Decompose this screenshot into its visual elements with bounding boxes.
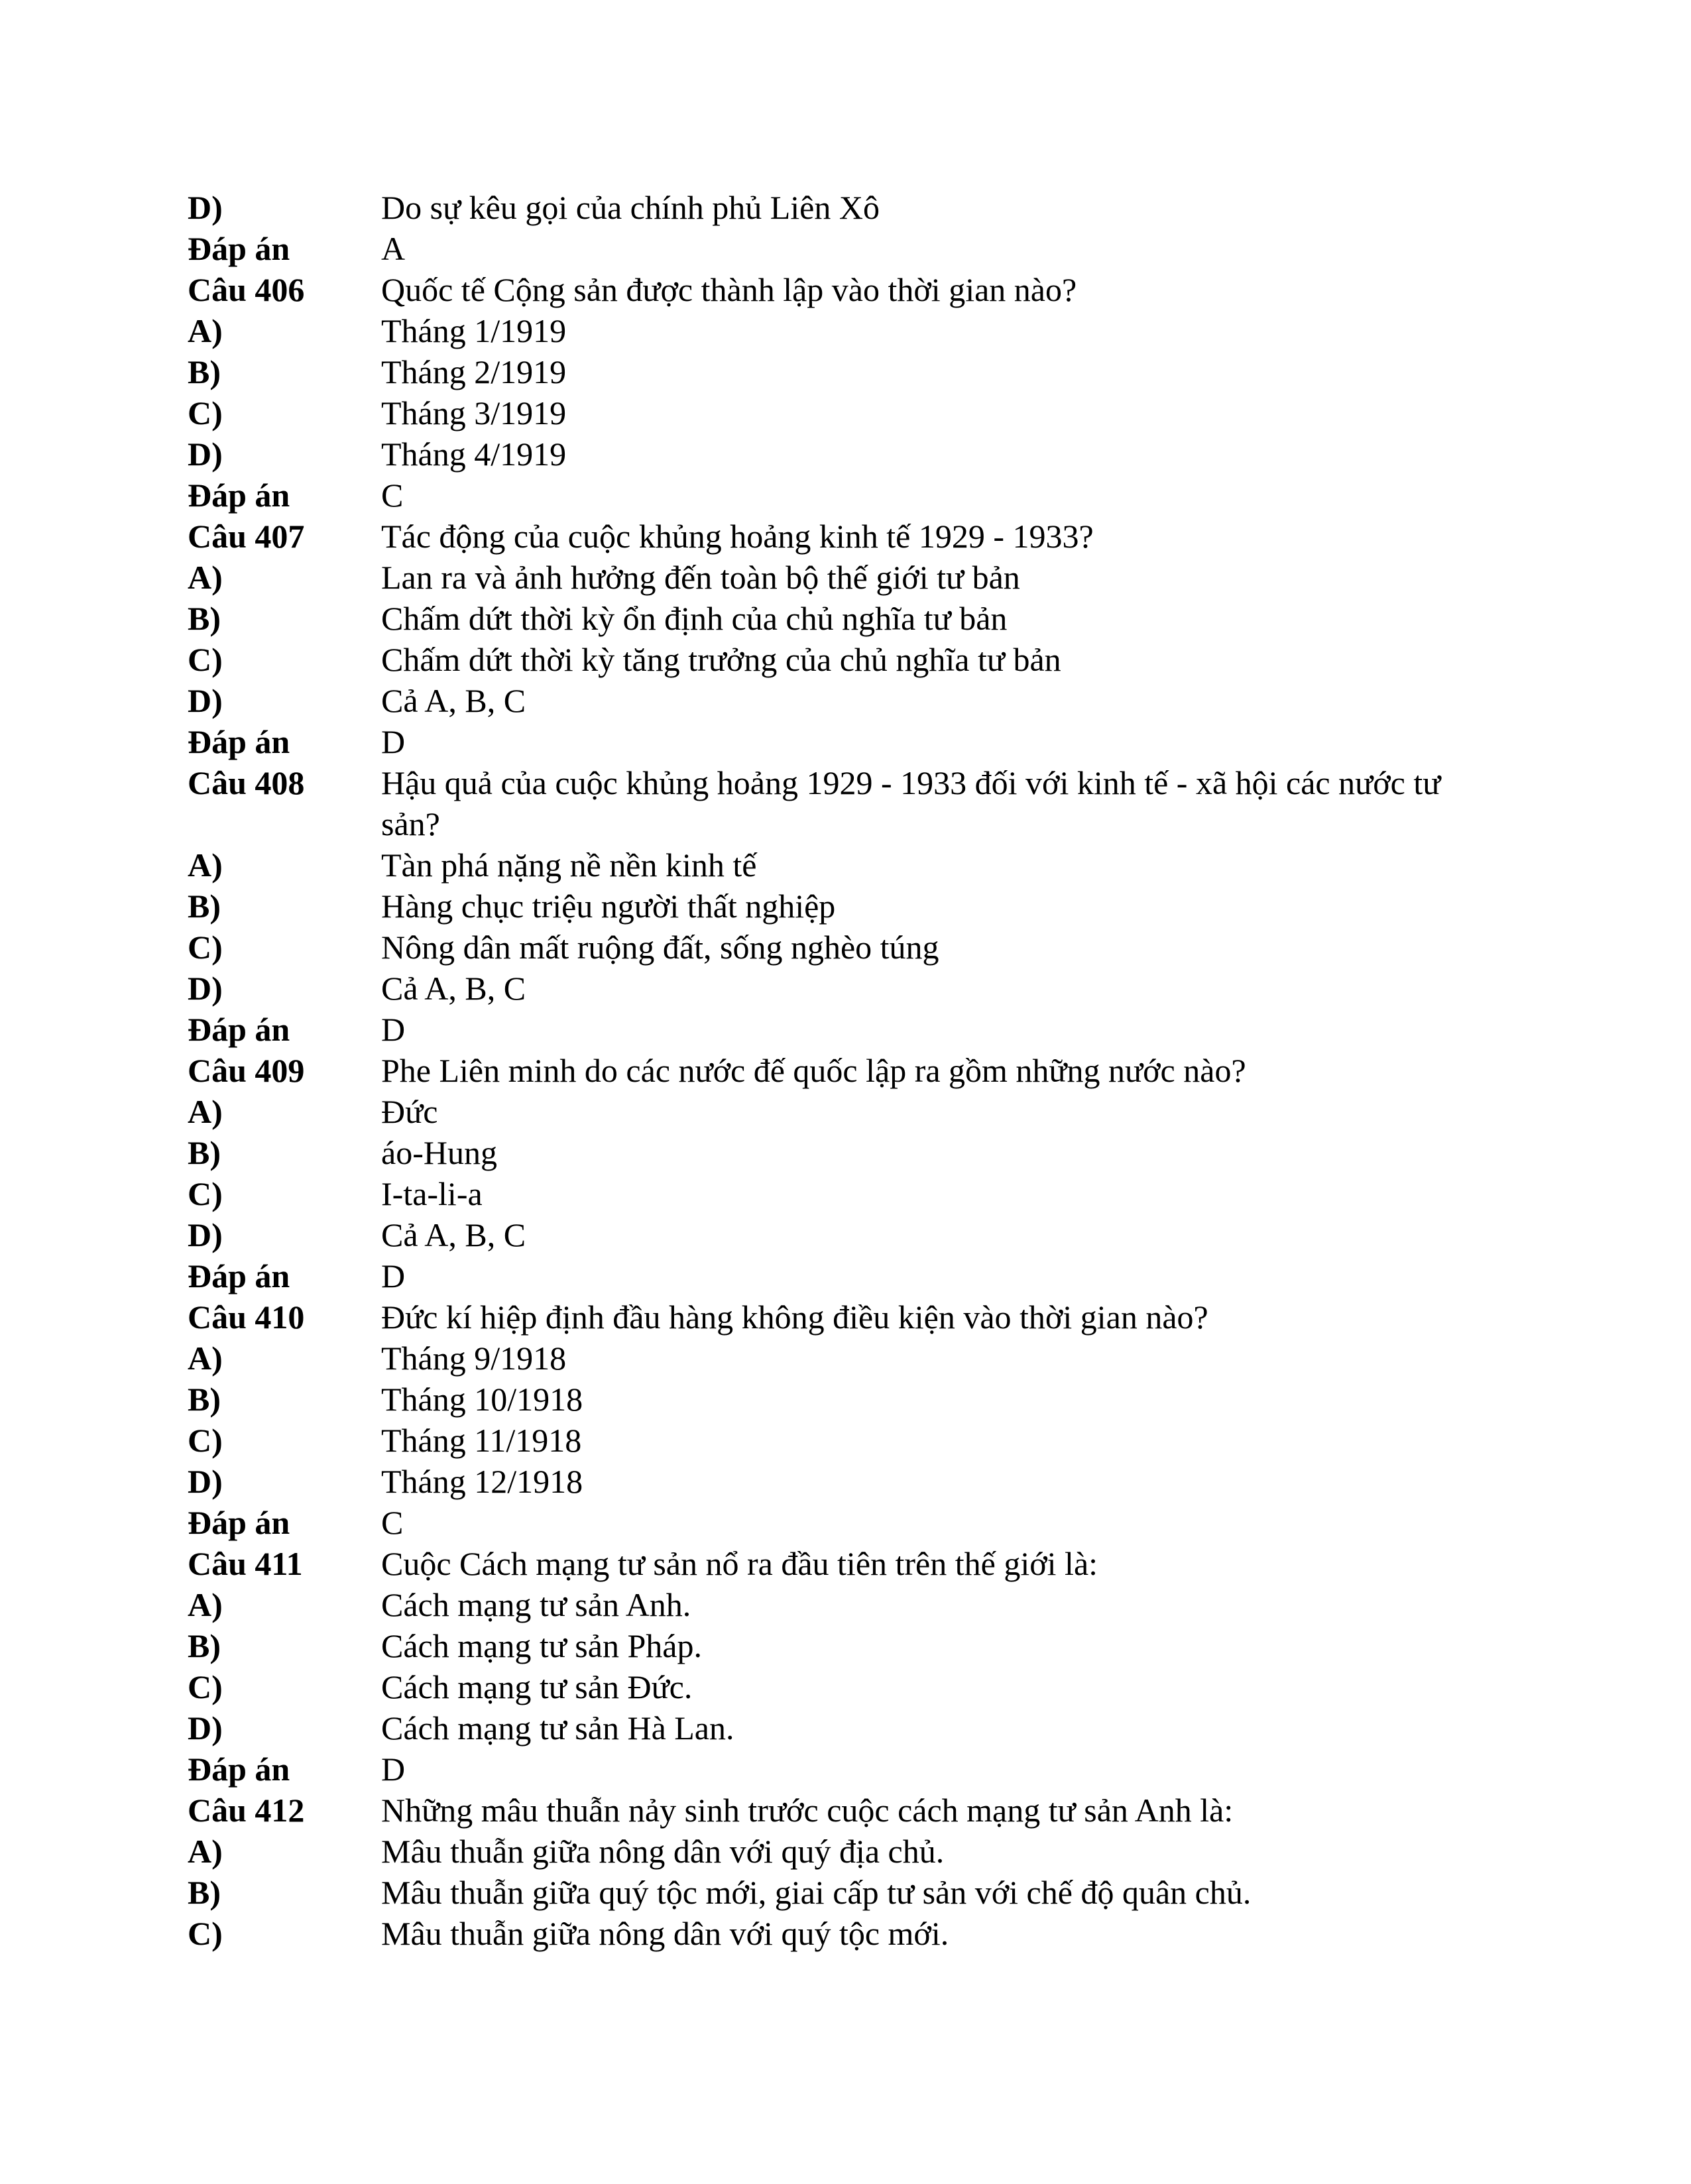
option-row (188, 1173, 1487, 1214)
row-label: Câu 409 (188, 1052, 305, 1089)
option-row (188, 433, 1487, 475)
option-row (188, 1625, 1487, 1666)
row-label: A) (188, 1093, 223, 1130)
row-text: Mâu thuẫn giữa quý tộc mới, giai cấp tư sản với chế độ quân chủ. (381, 1874, 1252, 1911)
row-text: Phe Liên minh do các nước đế quốc lập ra gồm những nước nào? (381, 1052, 1246, 1089)
option-row (188, 1132, 1487, 1173)
row-text: A (381, 230, 406, 267)
row-text: Cả A, B, C (381, 682, 526, 719)
option-row (188, 927, 1487, 968)
row-text: Chấm dứt thời kỳ tăng trưởng của chủ nghĩa tư bản (381, 641, 1061, 678)
row-label: C) (188, 1175, 223, 1212)
question-row (188, 1790, 1487, 1831)
option-row (188, 968, 1487, 1009)
row-label: D) (188, 970, 223, 1007)
option-row (188, 392, 1487, 433)
row-text: D (381, 1257, 406, 1294)
row-label: D) (188, 682, 223, 719)
row-label: B) (188, 1381, 221, 1418)
option-row (188, 1214, 1487, 1255)
row-label: Câu 407 (188, 518, 305, 555)
row-text: Tháng 11/1918 (381, 1422, 582, 1459)
row-text: Tháng 4/1919 (381, 435, 567, 473)
option-row (188, 1913, 1487, 1954)
row-text: Nông dân mất ruộng đất, sống nghèo túng (381, 929, 939, 966)
row-label: D) (188, 189, 223, 226)
row-text: Do sự kêu gọi của chính phủ Liên Xô (381, 189, 880, 226)
row-text: Đức kí hiệp định đầu hàng không điều kiện vào thời gian nào? (381, 1298, 1208, 1336)
row-label: Câu 410 (188, 1298, 305, 1336)
row-text: Những mâu thuẫn nảy sinh trước cuộc cách mạng tư sản Anh là: (381, 1792, 1234, 1829)
row-label: C) (188, 1422, 223, 1459)
row-label: A) (188, 312, 223, 349)
row-label: Đáp án (188, 230, 290, 267)
answer-row (188, 1502, 1487, 1543)
row-label: D) (188, 1463, 223, 1500)
row-text: Tháng 3/1919 (381, 394, 567, 431)
row-text: Cách mạng tư sản Pháp. (381, 1627, 702, 1664)
row-text: I-ta-li-a (381, 1175, 483, 1212)
row-text: C (381, 1504, 404, 1541)
answer-row (188, 1009, 1487, 1050)
row-label: Câu 411 (188, 1545, 303, 1582)
row-label: C) (188, 929, 223, 966)
row-label: D) (188, 1709, 223, 1747)
option-row (188, 1420, 1487, 1461)
option-row (188, 1666, 1487, 1707)
row-label: B) (188, 888, 221, 925)
row-text: Quốc tế Cộng sản được thành lập vào thời gian nào? (381, 271, 1077, 308)
row-label: C) (188, 1668, 223, 1705)
option-row (188, 1872, 1487, 1913)
row-label: D) (188, 435, 223, 473)
option-row (188, 639, 1487, 680)
row-label: Câu 412 (188, 1792, 305, 1829)
row-label: Câu 408 (188, 764, 305, 801)
row-text: Tháng 1/1919 (381, 312, 567, 349)
option-row (188, 1461, 1487, 1502)
row-label: Đáp án (188, 1751, 290, 1788)
question-row (188, 1296, 1487, 1338)
row-label: Đáp án (188, 1011, 290, 1048)
row-text: Cuộc Cách mạng tư sản nổ ra đầu tiên trên thế giới là: (381, 1545, 1098, 1582)
answer-row (188, 721, 1487, 762)
row-text: D (381, 1011, 406, 1048)
row-text: Tác động của cuộc khủng hoảng kinh tế 1929 - 1933? (381, 518, 1094, 555)
row-label: B) (188, 1134, 221, 1171)
answer-row (188, 228, 1487, 269)
question-row (188, 762, 1487, 844)
row-text: D (381, 1751, 406, 1788)
option-row (188, 1338, 1487, 1379)
row-text: D (381, 723, 406, 760)
row-label: A) (188, 1586, 223, 1623)
row-text: Cách mạng tư sản Đức. (381, 1668, 693, 1705)
row-text: Cách mạng tư sản Anh. (381, 1586, 691, 1623)
row-text: Tháng 2/1919 (381, 353, 567, 390)
row-label: B) (188, 1627, 221, 1664)
option-row (188, 351, 1487, 392)
row-label: B) (188, 1874, 221, 1911)
question-row (188, 516, 1487, 557)
row-text: Hậu quả của cuộc khủng hoảng 1929 - 1933 đối với kinh tế - xã hội các nước tư sản? (381, 764, 1441, 842)
option-row (188, 187, 1487, 228)
row-text: Đức (381, 1093, 438, 1130)
row-label: C) (188, 641, 223, 678)
answer-row (188, 475, 1487, 516)
row-text: Cả A, B, C (381, 970, 526, 1007)
option-row (188, 310, 1487, 351)
row-label: D) (188, 1216, 223, 1253)
option-row (188, 1707, 1487, 1749)
row-label: Câu 406 (188, 271, 305, 308)
row-label: B) (188, 353, 221, 390)
row-label: B) (188, 600, 221, 637)
row-text: Cách mạng tư sản Hà Lan. (381, 1709, 734, 1747)
row-text: áo-Hung (381, 1134, 497, 1171)
option-row (188, 844, 1487, 886)
row-text: Lan ra và ảnh hưởng đến toàn bộ thế giới tư bản (381, 559, 1020, 596)
row-label: Đáp án (188, 723, 290, 760)
row-text: Cả A, B, C (381, 1216, 526, 1253)
row-label: A) (188, 1340, 223, 1377)
row-text: Mâu thuẫn giữa nông dân với quý địa chủ. (381, 1833, 945, 1870)
row-label: Đáp án (188, 1257, 290, 1294)
answer-row (188, 1255, 1487, 1296)
option-row (188, 680, 1487, 721)
row-label: Đáp án (188, 1504, 290, 1541)
row-text: Hàng chục triệu người thất nghiệp (381, 888, 836, 925)
answer-row (188, 1749, 1487, 1790)
row-text: Chấm dứt thời kỳ ổn định của chủ nghĩa tư bản (381, 600, 1008, 637)
row-label: A) (188, 1833, 223, 1870)
row-label: A) (188, 559, 223, 596)
question-row (188, 269, 1487, 310)
option-row (188, 1831, 1487, 1872)
row-label: C) (188, 394, 223, 431)
option-row (188, 598, 1487, 639)
row-text: Mâu thuẫn giữa nông dân với quý tộc mới. (381, 1915, 949, 1952)
row-label: Đáp án (188, 477, 290, 514)
row-label: C) (188, 1915, 223, 1952)
question-row (188, 1543, 1487, 1584)
row-text: Tháng 12/1918 (381, 1463, 583, 1500)
row-text: Tàn phá nặng nề nền kinh tế (381, 846, 757, 884)
option-row (188, 1379, 1487, 1420)
option-row (188, 557, 1487, 598)
row-text: C (381, 477, 404, 514)
option-row (188, 1584, 1487, 1625)
row-label: A) (188, 846, 223, 884)
option-row (188, 1091, 1487, 1132)
row-text: Tháng 10/1918 (381, 1381, 583, 1418)
question-document (188, 187, 1487, 1954)
question-row (188, 1050, 1487, 1091)
row-text: Tháng 9/1918 (381, 1340, 567, 1377)
option-row (188, 886, 1487, 927)
